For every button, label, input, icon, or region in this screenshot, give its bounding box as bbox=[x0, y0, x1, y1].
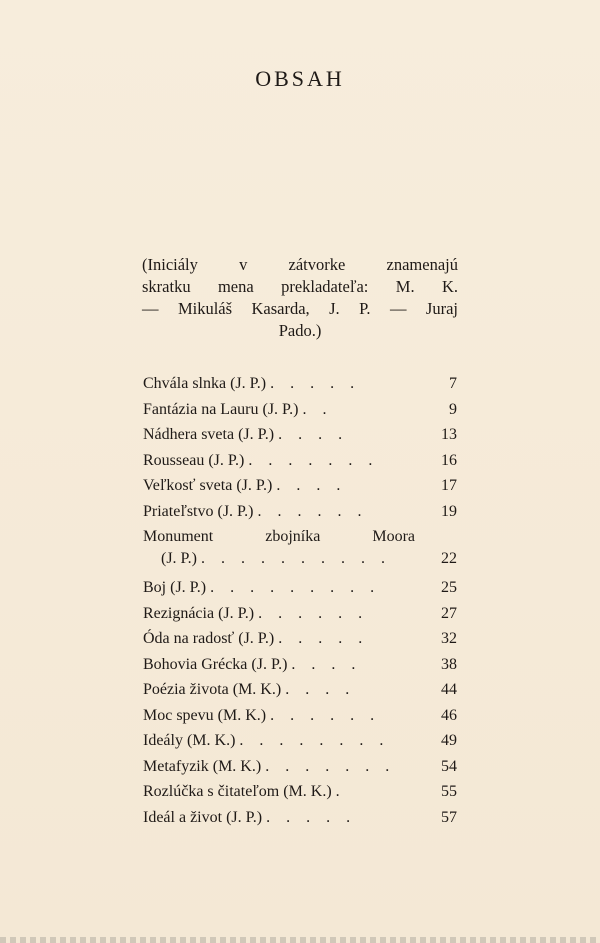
toc-entry bbox=[143, 450, 457, 476]
toc-entry-title: Poézia života (M. K.) bbox=[143, 681, 282, 698]
toc-leader-dots: . . . . . . . . . . bbox=[201, 550, 392, 567]
toc-leader-dots: . . . . . . . bbox=[248, 451, 379, 469]
toc-leader-dots: . bbox=[335, 783, 346, 800]
toc-entry bbox=[143, 628, 457, 654]
toc-entry bbox=[143, 526, 457, 577]
toc-entry-title: Moc spevu (M. K.) bbox=[143, 706, 267, 724]
toc-entry-title: Rozlúčka s čitateľom (M. K.) bbox=[143, 783, 332, 800]
toc-page-number: 16 bbox=[441, 451, 457, 469]
note-line: (Iniciály v zátvorke znamenajú bbox=[142, 255, 458, 274]
toc-leader-dots: . . . . . bbox=[278, 630, 369, 647]
toc-page-number: 46 bbox=[441, 706, 457, 724]
toc-entry-title: Rousseau (J. P.) bbox=[143, 451, 245, 469]
toc-page-number: 13 bbox=[441, 426, 457, 443]
toc-entry bbox=[143, 501, 457, 527]
table-of-contents bbox=[143, 373, 457, 832]
toc-entry bbox=[143, 475, 457, 501]
toc-page-number: 19 bbox=[441, 502, 457, 520]
toc-entry bbox=[143, 705, 457, 731]
translator-note bbox=[142, 254, 458, 342]
toc-leader-dots: . . . . . bbox=[270, 375, 361, 392]
toc-page-number: 32 bbox=[441, 630, 457, 647]
toc-entry-title: Nádhera sveta (J. P.) bbox=[143, 426, 275, 443]
toc-entry bbox=[143, 577, 457, 603]
toc-entry-title-continued bbox=[143, 548, 457, 570]
toc-entry-title: Ideál a život (J. P.) bbox=[143, 808, 263, 826]
toc-page-number: 25 bbox=[441, 579, 457, 596]
toc-entry-title: Metafyzik (M. K.) bbox=[143, 757, 262, 775]
toc-page-number: 44 bbox=[441, 681, 457, 698]
toc-leader-dots: . . . . . . bbox=[257, 502, 368, 520]
toc-page-number: 49 bbox=[441, 732, 457, 749]
toc-leader-dots: . . . . . . bbox=[270, 706, 381, 724]
page-edge-border bbox=[0, 937, 600, 943]
toc-leader-dots: . . . . bbox=[291, 655, 362, 673]
toc-entry bbox=[143, 603, 457, 629]
toc-entry-title: Bohovia Grécka (J. P.) bbox=[143, 655, 288, 673]
toc-page-number: 17 bbox=[441, 477, 457, 494]
toc-entry-title: Rezignácia (J. P.) bbox=[143, 604, 255, 622]
toc-entry bbox=[143, 654, 457, 680]
toc-entry-title: Óda na radosť (J. P.) bbox=[143, 630, 275, 647]
toc-page-number: 9 bbox=[449, 400, 457, 418]
toc-entry bbox=[143, 399, 457, 425]
toc-leader-dots: . . . . . bbox=[266, 808, 357, 826]
toc-entry-title: Priateľstvo (J. P.) bbox=[143, 502, 254, 520]
toc-leader-dots: . . . . bbox=[276, 477, 347, 494]
toc-page-number: 57 bbox=[441, 808, 457, 826]
toc-entry-title: Boj (J. P.) bbox=[143, 579, 207, 596]
toc-page-number: 55 bbox=[441, 783, 457, 800]
toc-entry bbox=[143, 781, 457, 807]
toc-leader-dots: . . . . . . . . bbox=[239, 732, 390, 749]
toc-page-number: 22 bbox=[441, 550, 457, 567]
toc-entry-title-part: (J. P.) bbox=[161, 550, 198, 567]
toc-leader-dots: . . . . bbox=[278, 426, 349, 443]
toc-page-number: 38 bbox=[441, 655, 457, 673]
toc-entry-title: Veľkosť sveta (J. P.) bbox=[143, 477, 273, 494]
toc-entry bbox=[143, 373, 457, 399]
note-line: Pado.) bbox=[278, 321, 322, 340]
toc-page-number: 7 bbox=[449, 375, 457, 392]
page-title: OBSAH bbox=[255, 66, 345, 91]
note-line: — Mikuláš Kasarda, J. P. — Juraj bbox=[142, 299, 458, 318]
toc-entry bbox=[143, 424, 457, 450]
toc-entry bbox=[143, 679, 457, 705]
toc-leader-dots: . . bbox=[302, 400, 333, 418]
toc-entry-title: Chvála slnka (J. P.) bbox=[143, 375, 267, 392]
toc-leader-dots: . . . . . . bbox=[258, 604, 369, 622]
toc-entry-title: Ideály (M. K.) bbox=[143, 732, 236, 749]
toc-leader-dots: . . . . . . . . . bbox=[210, 579, 381, 596]
toc-leader-dots: . . . . bbox=[285, 681, 356, 698]
toc-entry bbox=[143, 807, 457, 833]
toc-page-number: 27 bbox=[441, 604, 457, 622]
note-line: skratku mena prekladateľa: M. K. bbox=[142, 277, 458, 296]
toc-entry bbox=[143, 730, 457, 756]
toc-entry-title: Fantázia na Lauru (J. P.) bbox=[143, 400, 299, 418]
toc-entry-title: Monument zbojníka Moora bbox=[143, 528, 415, 545]
toc-entry bbox=[143, 756, 457, 782]
toc-page-number: 54 bbox=[441, 757, 457, 775]
toc-leader-dots: . . . . . . . bbox=[265, 757, 396, 775]
